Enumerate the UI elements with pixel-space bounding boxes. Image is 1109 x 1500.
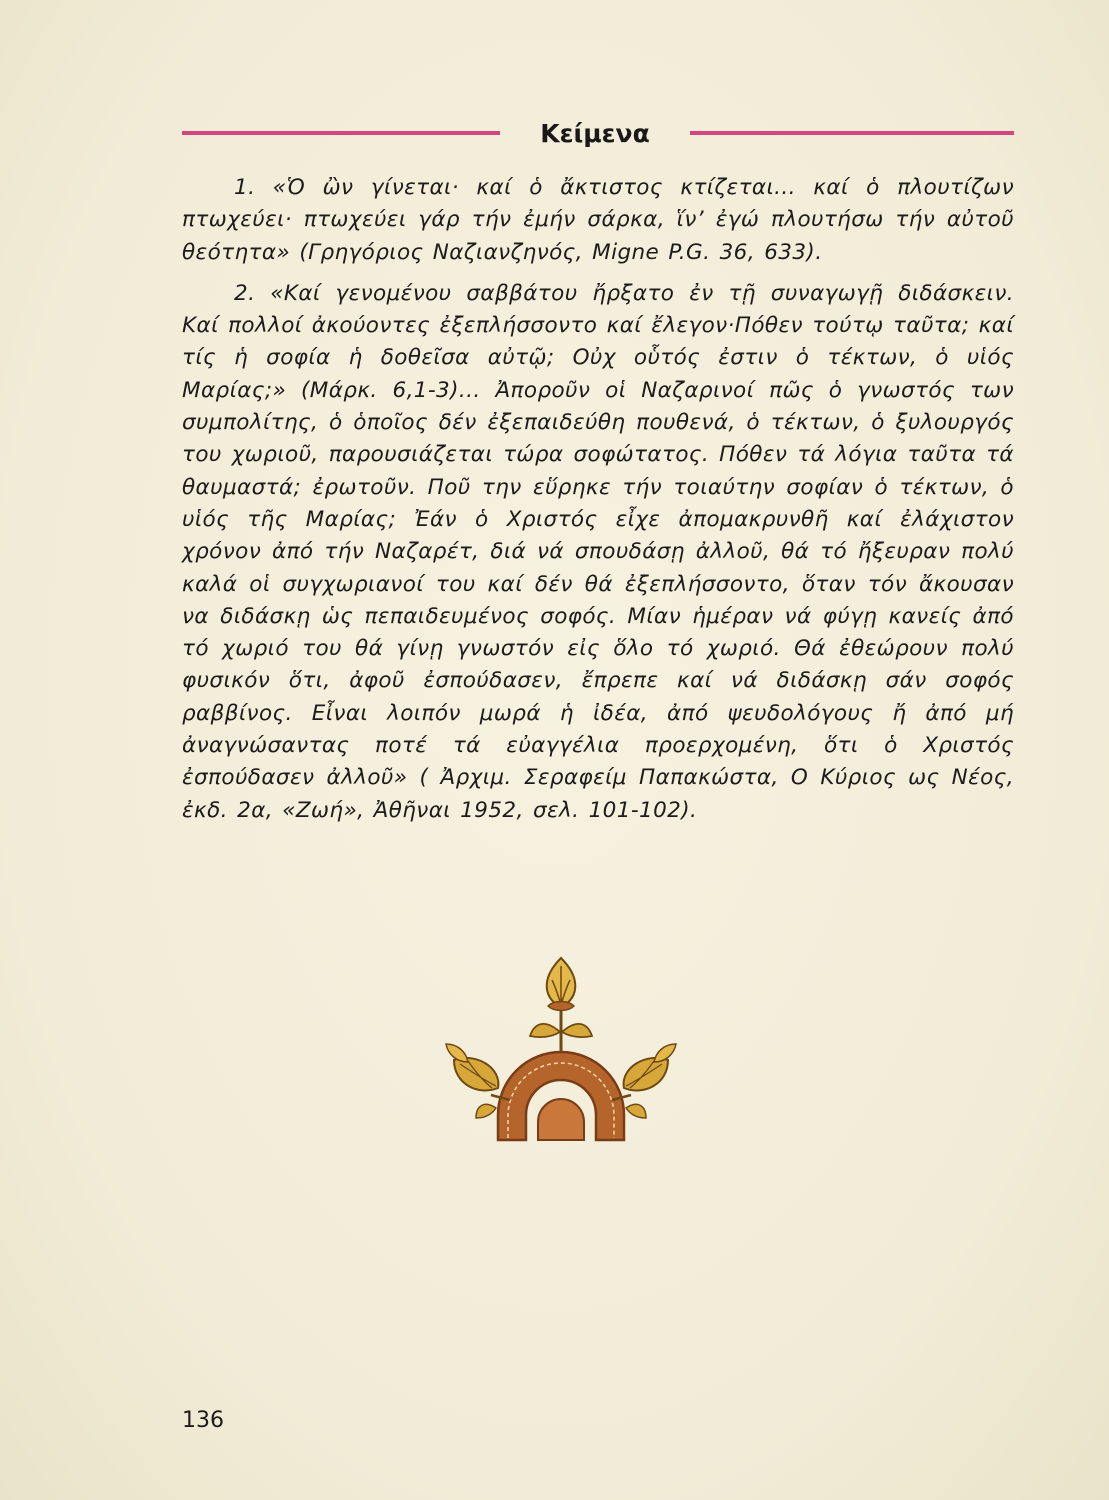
ornament-left-flower <box>446 1044 510 1100</box>
ornament-upper-left-leaf <box>530 1024 560 1037</box>
heading-rule-right <box>690 131 1014 135</box>
ornament-top-bud <box>547 958 576 1011</box>
text-paragraph-2: 2. «Καί γενομένου σαββάτου ἤρξατο ἐν τῇ συναγωγῇ διδάσκειν. Καί πολλοί ἀκούοντες ἐξεπλήσσοντο καί ἔλεγον·Πόθεν τούτῳ ταῦτα; καί τίς ἡ σοφία ἡ δοθεῖσα αὐτῷ; Οὐχ οὗτός ἐστιν ὁ τέκτων, ὁ υἱός Μαρίας;» (Μάρκ. 6,1-3)... Ἀποροῦν οἱ Ναζαρινοί πῶς ὁ γνωστός των συμπολίτης, ὁ ὁποῖος δέν ἐξεπαιδεύθη πουθενά, ὁ τέκτων, ὁ ξυλουργός του χωριοῦ, παρουσιάζεται τώρα σοφώτατος. Πόθεν τά λόγια ταῦτα τά θαυμαστά; ἐρωτοῦν. Ποῦ την εὕρηκε τήν τοιαύτην σοφίαν ὁ τέκτων, ὁ υἱός τῆς Μαρίας; Ἐάν ὁ Χριστός εἶχε ἀπομακρυνθῆ καί ἐλάχιστον χρόνον ἀπό τήν Ναζαρέτ, διά νά σπουδάσῃ ἀλλοῦ, θά τό ἤξευραν πολύ καλά οἱ συγχωριανοί του καί δέν θά ἐξεπλήσσοντο, ὅταν τόν ἄκουσαν να διδάσκῃ ὡς πεπαιδευμένος σοφός. Μίαν ἡμέραν νά φύγῃ κανείς ἀπό τό χωριό του θά γίνῃ γνωστόν εἰς ὅλο τό χωριό. Θά ἐθεώρουν πολύ φυσικόν ὅτι, ἀφοῦ ἐσπούδασεν, ἔπρεπε καί νά διδάσκῃ σάν σοφός ραββίνος. Εἶναι λοιπόν μωρά ἡ ἰδέα, ἀπό ψευδολόγους ἤ ἀπό μή ἀναγνώσαντας ποτέ τά εὐαγγέλια προερχομένη, ὅτι ὁ Χριστός ἐσπούδασεν ἀλλοῦ» ( Ἀρχιμ. Σεραφείμ Παπακώστα, Ο Κύριος ως Νέος, ἐκδ. 2α, «Ζωή», Ἀθῆναι 1952, σελ. 101-102). <box>182 280 1014 823</box>
ornament-upper-right-leaf <box>562 1024 592 1037</box>
section-title: Κείμενα <box>540 119 650 148</box>
texts-block <box>182 172 1014 836</box>
crown-flower-ornament-icon <box>436 940 686 1170</box>
page-number: 136 <box>182 1408 224 1433</box>
heading-rule-left <box>182 131 500 135</box>
ornament-dome <box>538 1099 584 1140</box>
section-heading <box>182 118 1014 152</box>
ornament-right-flower <box>612 1044 676 1100</box>
text-paragraph-1: 1. «Ὁ ὢν γίνεται· καί ὁ ἄκτιστος κτίζεται... καί ὁ πλουτίζων πτωχεύει· πτωχεύει γάρ τήν ἐμήν σάρκα, ἵν’ ἐγώ πλουτήσω τήν αὐτοῦ θεότητα» (Γρηγόριος Ναζιανζηνός, Migne P.G. 36, 633). <box>182 175 1014 265</box>
